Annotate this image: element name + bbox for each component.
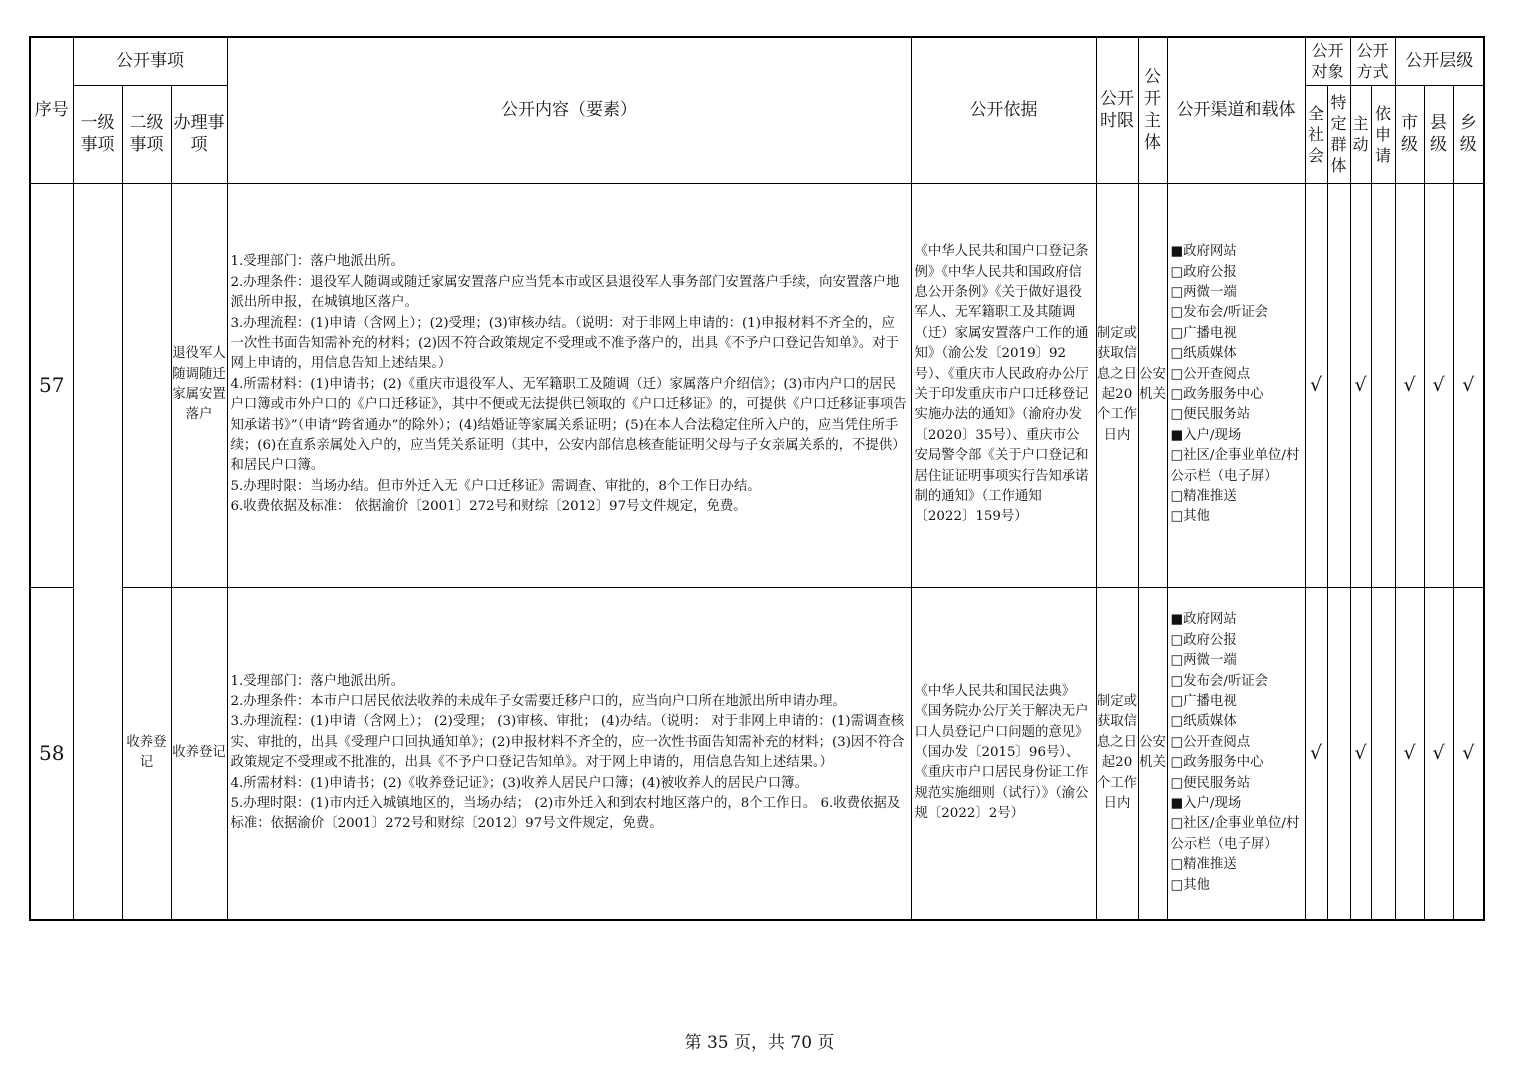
row-channels (1167, 587, 1305, 920)
channel-item: ■入户/现场 (1170, 427, 1242, 443)
header-channel: 公开渠道和载体 (1167, 37, 1305, 183)
channel-item: □便民服务站 (1170, 775, 1251, 791)
header-items-group: 公开事项 (73, 37, 227, 85)
row-content (227, 587, 911, 920)
channel-item: □便民服务站 (1170, 407, 1251, 423)
content-line: 5.办理时限：当场办结。但市外迁入无《户口迁移证》需调查、审批的，8个工作日办结。 (230, 478, 761, 494)
channel-item: □纸质媒体 (1170, 714, 1237, 730)
header-obj-specific: 特定群体 (1327, 85, 1350, 183)
table-row (30, 183, 1484, 587)
channel-item: □两微一端 (1170, 284, 1237, 300)
channel-item: □政府公报 (1170, 632, 1237, 648)
check-obj-specific (1327, 183, 1350, 587)
check-lv-county: √ (1424, 183, 1453, 587)
table-row (30, 587, 1484, 920)
channel-item: ■政府网站 (1170, 612, 1237, 628)
channel-item: □公开查阅点 (1170, 734, 1251, 750)
content-line: 3.办理流程：(1)申请（含网上）；(2)受理；(3)审核办结。（说明：对于非网上申请的：(1)申报材料不齐全的，应一次性书面告知需补充的材料；(2)因不符合政策规定不受理或不准予落户的，出具《不予户口登记告知单》。对于网上申请的，用信息告知上述结果。） (230, 315, 899, 372)
check-lv-county: √ (1424, 587, 1453, 920)
channel-item: □两微一端 (1170, 653, 1237, 669)
check-obj-specific (1327, 587, 1350, 920)
channel-item: □其他 (1170, 509, 1210, 525)
row-subject: 公安机关 (1138, 587, 1167, 920)
row-level1 (73, 183, 122, 920)
channel-item: □发布会/听证会 (1170, 305, 1269, 321)
channel-item: □其他 (1170, 877, 1210, 893)
content-line: 3.办理流程：(1)申请（含网上）； (2)受理； (3)审核、审批； (4)办结。（说明： 对于非网上申请的：(1)需调查核实、审批的，出具《受理户口回执通知单》；(2)申报材料不齐全的，应一次性书面告知需补充的材料；(3)因不符合政策规定不受理或不批准的，出具《不予户口登记告知单》。对于网上申请的，用信息告知上述结果。） (230, 714, 905, 771)
header-subject: 公开主体 (1138, 37, 1167, 183)
row-basis: 《中华人民共和国民法典》《国务院办公厅关于解决无户口人员登记户口问题的意见》（国办发〔2015〕96号）、《重庆市户口居民身份证工作规范实施细则（试行）》（渝公规〔2022〕2号） (911, 587, 1096, 920)
row-handle: 收养登记 (171, 587, 227, 920)
check-lv-city: √ (1395, 587, 1424, 920)
check-method-apply (1371, 587, 1395, 920)
row-seq: 57 (30, 183, 73, 587)
header-time-limit: 公开时限 (1096, 37, 1138, 183)
row-time-limit: 制定或获取信息之日起20个工作日内 (1096, 587, 1138, 920)
header-method-active: 主动 (1350, 85, 1371, 183)
row-seq: 58 (30, 587, 73, 920)
channel-item: □社区/企事业单位/村公示栏（电子屏） (1170, 448, 1300, 484)
check-lv-town: √ (1453, 183, 1484, 587)
content-line: 2.办理条件：退役军人随调或随迁家属安置落户应当凭本市或区县退役军人事务部门安置落户手续，向安置落户地派出所申报，在城镇地区落户。 (230, 274, 900, 311)
content-line: 6.收费依据及标准： 依据渝价〔2001〕272号和财综〔2012〕97号文件规定，免费。 (230, 499, 747, 515)
header-seq: 序号 (30, 37, 73, 183)
row-subject: 公安机关 (1138, 183, 1167, 587)
channel-item: □广播电视 (1170, 694, 1237, 710)
channel-item: □政务服务中心 (1170, 755, 1264, 771)
row-basis: 《中华人民共和国户口登记条例》《中华人民共和国政府信息公开条例》《关于做好退役军人、无军籍职工及其随调（迁）家属安置落户工作的通知》（渝公发〔2019〕92号）、《重庆市人民政府办公厅关于印发重庆市户口迁移登记实施办法的通知》（渝府办发〔2020〕35号）、重庆市公安局警令部《关于户口登记和居住证证明事项实行告知承诺制的通知》（工作通知〔2022〕159号） (911, 183, 1096, 587)
row-level2 (122, 183, 171, 587)
content-line: 4.所需材料：(1)申请书；(2)《收养登记证》；(3)收养人居民户口簿；(4)被收养人的居民户口簿。 (230, 775, 808, 791)
channel-item: □社区/企事业单位/村公示栏（电子屏） (1170, 816, 1300, 852)
content-line: 1.受理部门：落户地派出所。 (230, 254, 404, 270)
disclosure-table (29, 36, 1485, 921)
channel-item: □政府公报 (1170, 264, 1237, 280)
row-channels (1167, 183, 1305, 587)
content-line: 1.受理部门：落户地派出所。 (230, 673, 404, 689)
channel-item: □公开查阅点 (1170, 366, 1251, 382)
channel-item: □精准推送 (1170, 489, 1237, 505)
header-basis: 公开依据 (911, 37, 1096, 183)
check-method-apply (1371, 183, 1395, 587)
channel-item: ■入户/现场 (1170, 796, 1242, 812)
page-footer: 第 35 页，共 70 页 (684, 1033, 835, 1053)
header-obj-all: 全社会 (1305, 85, 1327, 183)
header-level2: 二级事项 (122, 85, 171, 183)
header-lv-town: 乡级 (1453, 85, 1484, 183)
check-obj-all: √ (1305, 183, 1327, 587)
header-level: 公开层级 (1395, 37, 1484, 85)
content-line: 5.办理时限：(1)市内迁入城镇地区的，当场办结； (2)市外迁入和到农村地区落户的，8个工作日。 6.收费依据及标准：依据渝价〔2001〕272号和财综〔2012〕97号文件规定，免费。 (230, 796, 901, 832)
channel-item: □政务服务中心 (1170, 387, 1264, 402)
content-line: 2.办理条件：本市户口居民依法收养的未成年子女需要迁移户口的，应当向户口所在地派出所申请办理。 (230, 694, 846, 710)
channel-item: □发布会/听证会 (1170, 673, 1269, 689)
channel-item: □广播电视 (1170, 325, 1237, 341)
row-level2: 收养登记 (122, 587, 171, 920)
row-handle: 退役军人随调随迁家属安置落户 (171, 183, 227, 587)
header-handle: 办理事项 (171, 85, 227, 183)
header-method-apply: 依申请 (1371, 85, 1395, 183)
header-content: 公开内容（要素） (227, 37, 911, 183)
check-method-active: √ (1350, 183, 1371, 587)
row-time-limit: 制定或获取信息之日起20个工作日内 (1096, 183, 1138, 587)
header-method: 公开方式 (1350, 37, 1395, 85)
header-level1: 一级事项 (73, 85, 122, 183)
content-line: 4.所需材料：(1)申请书；(2)《重庆市退役军人、无军籍职工及随调（迁）家属落户介绍信》；(3)市内户口的居民户口簿或市外户口的《户口迁移证》，其中不便或无法提供已领取的《户口迁移证》的，可提供《户口迁移证事项告知承诺书》”（申请“跨省通办”的除外）；(4)结婚证等家属关系证明；(5)在本人合法稳定住所入户的，应当凭住所手续；(6)在直系亲属处入户的，应当凭关系证明（其中，公安内部信息核查能证明父母与子女亲属关系的，不提供）和居民户口簿。 (230, 376, 907, 474)
header-object: 公开对象 (1305, 37, 1350, 85)
channel-item: □精准推送 (1170, 857, 1237, 873)
check-lv-town: √ (1453, 587, 1484, 920)
check-lv-city: √ (1395, 183, 1424, 587)
check-method-active: √ (1350, 587, 1371, 920)
channel-item: □纸质媒体 (1170, 346, 1237, 362)
header-lv-city: 市级 (1395, 85, 1424, 183)
row-content (227, 183, 911, 587)
check-obj-all: √ (1305, 587, 1327, 920)
header-lv-county: 县级 (1424, 85, 1453, 183)
channel-item: ■政府网站 (1170, 244, 1237, 260)
